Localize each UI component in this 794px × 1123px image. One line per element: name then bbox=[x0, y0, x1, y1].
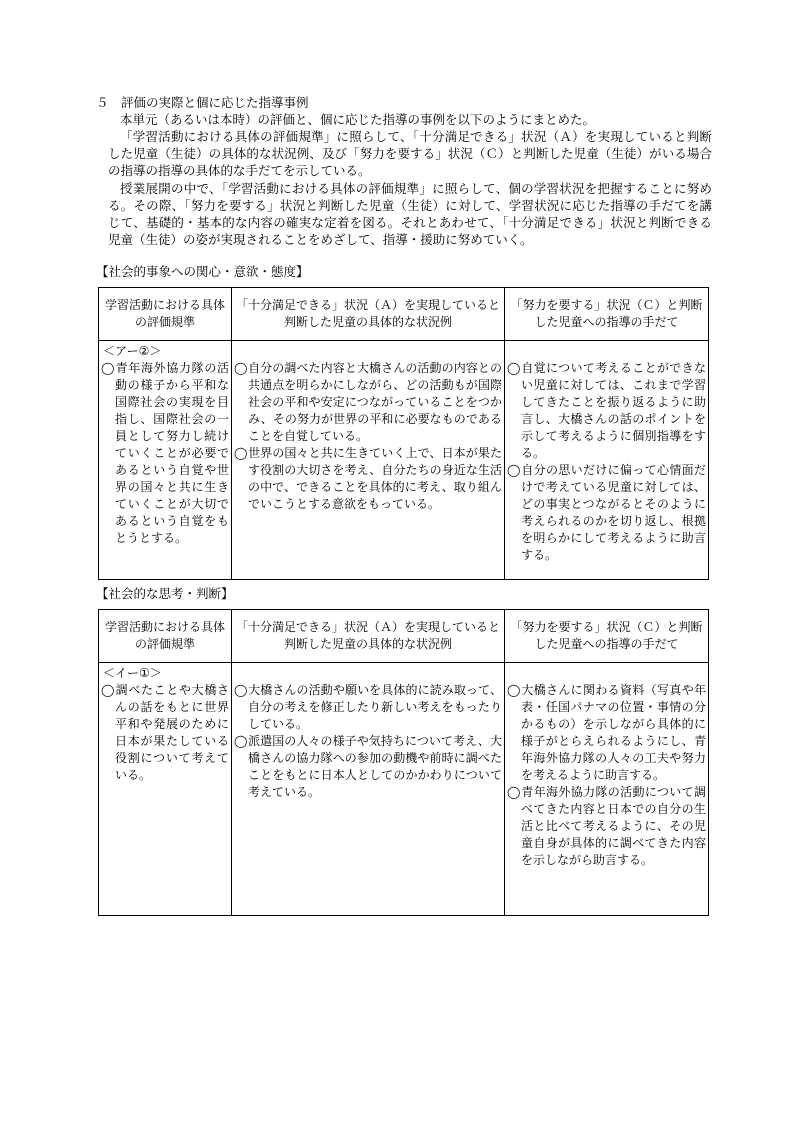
header-status-a-text: 「十分満足できる」状況（Ａ）を実現していると判断した児童の具体的な状況例 bbox=[235, 620, 500, 651]
table-row bbox=[99, 341, 709, 580]
intro-paragraph-3: 授業展開の中で、「学習活動における具体の評価規準」に照らして、個の学習状況を把握することに努める。その際、「努力を要する」状況と判断した児童（生徒）に対して、学習状況に応じた指導の手だてを講じて、基礎的・基本的な内容の確実な定着を図る。それとあわせて、「十分満足できる」状況と判断できる児童（生徒）の姿が実現されることをめざして、指導・援助に努めていく。 bbox=[108, 181, 712, 247]
intro-paragraph-2: 「学習活動における具体の評価規準」に照らして、「十分満足できる」状況（Ａ）を実現していると判断した児童（生徒）の具体的な状況例、及び「努力を要する」状況（Ｃ）と判断した児童（生徒）がいる場合の指導の指導の具体的な手だてを示している。 bbox=[108, 129, 712, 178]
evaluation-table-interest bbox=[98, 287, 709, 580]
supports-cell bbox=[505, 341, 709, 580]
header-status-c bbox=[505, 288, 709, 341]
intro-paragraph-1: 本単元（あるいは本時）の評価と、個に応じた指導の事例を以下のようにまとめた。 bbox=[120, 112, 596, 127]
header-status-a bbox=[232, 288, 505, 341]
support-item: ◯ 大橋さんに関わる資料（写真や年表・任国パナマの位置・事情の分かるもの）を示しながら具体的に様子がとらえられるようにし、青年海外協力隊の人々の工夫や努力を考えるように助言する。 bbox=[507, 682, 706, 784]
header-criteria bbox=[99, 288, 232, 341]
supports-cell bbox=[505, 663, 709, 916]
examples-cell bbox=[232, 341, 505, 580]
section-heading: ５ 評価の実際と個に応じた指導事例 bbox=[96, 95, 309, 110]
table-row bbox=[99, 663, 709, 916]
example-item: ◯ 派遣国の人々の様子や気持ちについて考え、大橋さんの協力隊への参加の動機や前時に調べたことをもとに日本人としてのかかわりについて考えている。 bbox=[234, 733, 502, 801]
criteria-item: ◯ 青年海外協力隊の活動の様子から平和な国際社会の実現を目指し、国際社会の一員として努力し続けていくことが必要であるという自覚や世界の国々と共に生きていくことが大切であるという自覚をもとうとする。 bbox=[101, 360, 229, 547]
example-item: ◯ 世界の国々と共に生きていく上で、日本が果たす役割の大切さを考え、自分たちの身近な生活の中で、できることを具体的に考え、取り組んでいこうとする意欲をもっている。 bbox=[234, 445, 502, 513]
criteria-code: ＜イー①＞ bbox=[103, 666, 162, 680]
support-item: ◯ 自分の思いだけに偏って心情面だけで考えている児童に対しては、どの事実とつながるとそのように考えられるのかを切り返し、根拠を明らかにして考えるように助言する。 bbox=[507, 462, 706, 564]
evaluation-table-thinking bbox=[98, 609, 709, 916]
support-item: ◯ 自覚について考えることができない児童に対しては、これまで学習してきたことを振り返るように助言し、大橋さんの話のポイントを示して考えるように個別指導をする。 bbox=[507, 360, 706, 462]
category-label-interest: 【社会的事象への関心・意欲・態度】 bbox=[96, 264, 309, 279]
header-criteria-text: 学習活動における具体の評価規準 bbox=[104, 620, 225, 651]
category-label-thinking: 【社会的な思考・判断】 bbox=[96, 586, 234, 601]
examples-cell bbox=[232, 663, 505, 916]
header-status-a-text: 「十分満足できる」状況（Ａ）を実現していると判断した児童の具体的な状況例 bbox=[235, 298, 500, 329]
criteria-cell bbox=[99, 663, 232, 916]
example-item: ◯ 大橋さんの活動や願いを具体的に読み取って、自分の考えを修正したり新しい考えをもったりしている。 bbox=[234, 682, 502, 733]
header-criteria-text: 学習活動における具体の評価規準 bbox=[104, 298, 225, 329]
header-criteria bbox=[99, 610, 232, 663]
criteria-item: ◯ 調べたことや大橋さんの話をもとに世界平和や発展のために日本が果たしている役割について考えている。 bbox=[101, 682, 229, 784]
example-item: ◯ 自分の調べた内容と大橋さんの活動の内容との共通点を明らかにしながら、どの活動もが国際社会の平和や安定につながっていることをつかみ、その努力が世界の平和に必要なものであることを自覚している。 bbox=[234, 360, 502, 445]
header-status-c-text: 「努力を要する」状況（Ｃ）と判断した児童への指導の手だて bbox=[510, 298, 703, 329]
header-status-c bbox=[505, 610, 709, 663]
table-header-row bbox=[99, 610, 709, 663]
header-status-c-text: 「努力を要する」状況（Ｃ）と判断した児童への指導の手だて bbox=[510, 620, 703, 651]
criteria-cell bbox=[99, 341, 232, 580]
header-status-a bbox=[232, 610, 505, 663]
table-header-row bbox=[99, 288, 709, 341]
support-item: ◯ 青年海外協力隊の活動について調べてきた内容と日本での自分の生活と比べて考えるように、その児童自身が具体的に調べてきた内容を示しながら助言する。 bbox=[507, 784, 706, 869]
criteria-code: ＜アー②＞ bbox=[103, 344, 162, 358]
